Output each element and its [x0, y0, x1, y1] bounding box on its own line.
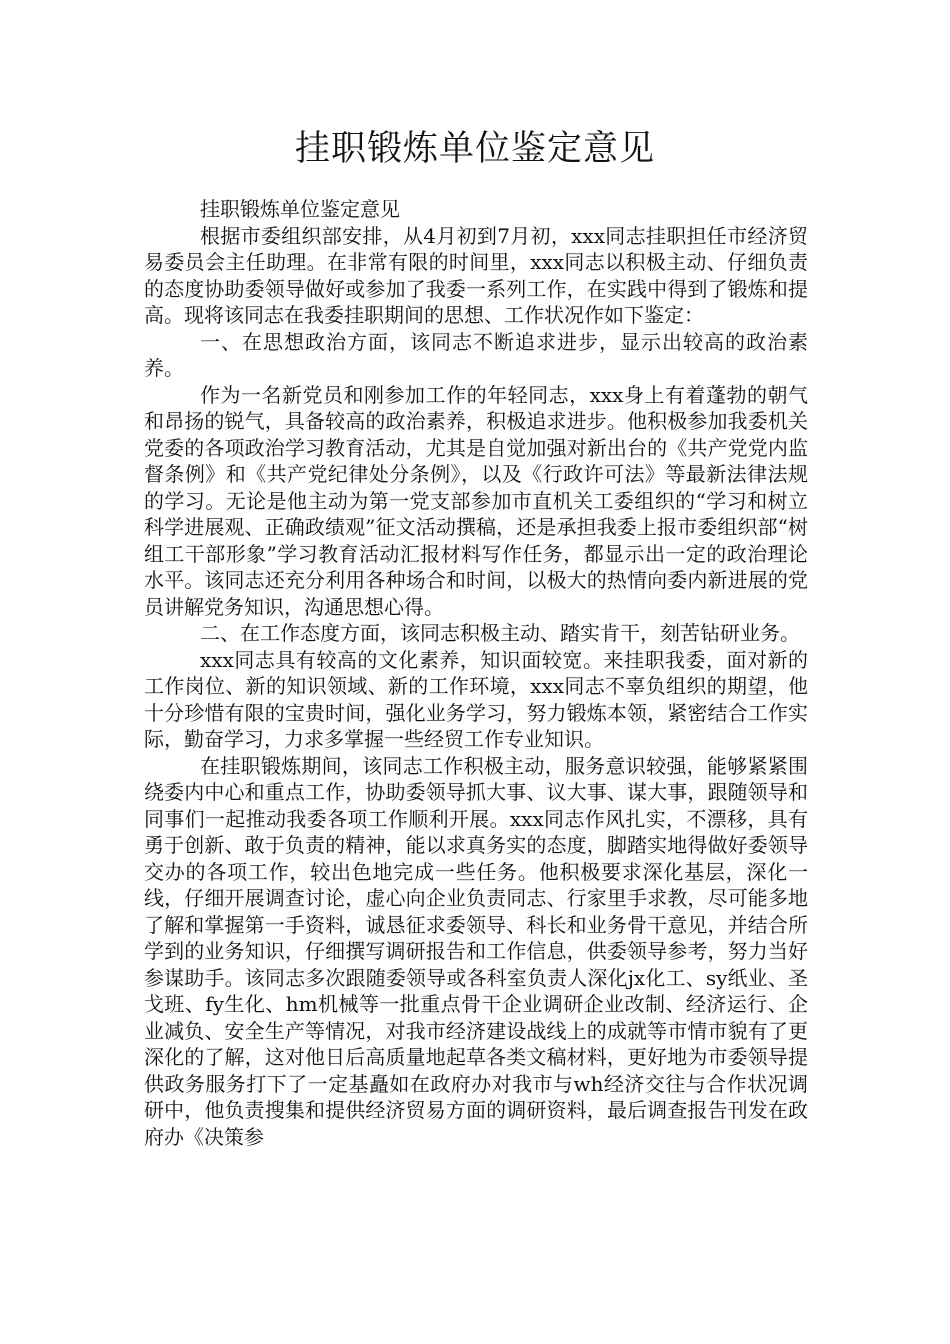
document-body	[144, 196, 808, 1150]
body-paragraph: 在挂职锻炼期间，该同志工作积极主动，服务意识较强，能够紧紧围绕委内中心和重点工作，协助委领导抓大事、议大事、谋大事，跟随领导和同事们一起推动我委各项工作顺利开展。xxx同志作风扎实，不漂移，具有勇于创新、敢于负责的精神，能以求真务实的态度，脚踏实地得做好委领导交办的各项工作，较出色地完成一些任务。他积极要求深化基层，深化一线，仔细开展调查讨论，虚心向企业负责同志、行家里手求教，尽可能多地了解和掌握第一手资料，诚恳征求委领导、科长和业务骨干意见，并结合所学到的业务知识，仔细撰写调研报告和工作信息，供委领导参考，努力当好参谋助手。该同志多次跟随委领导或各科室负责人深化jx化工、sy纸业、圣戈班、fy生化、hm机械等一批重点骨干企业调研企业改制、经济运行、企业减负、安全生产等情况，对我市经济建设战线上的成就等市情市貌有了更深化的了解，这对他日后高质量地起草各类文稿材料，更好地为市委领导提供政务服务打下了一定基矗如在政府办对我市与wh经济交往与合作状况调研中，他负责搜集和提供经济贸易方面的调研资料，最后调查报告刊发在政府办《决策参	[144, 753, 808, 1149]
body-paragraph: 二、在工作态度方面，该同志积极主动、踏实肯干，刻苦钻研业务。	[200, 621, 800, 645]
body-paragraph: xxx同志具有较高的文化素养，知识面较宽。来挂职我委，面对新的工作岗位、新的知识领域、新的工作环境，xxx同志不辜负组织的期望，他十分珍惜有限的宝贵时间，强化业务学习，努力锻炼本领，紧密结合工作实际，勤奋学习，力求多掌握一些经贸工作专业知识。	[144, 647, 808, 751]
body-paragraph: 作为一名新党员和刚参加工作的年轻同志，xxx身上有着蓬勃的朝气和昂扬的锐气，具备较高的政治素养，积极追求进步。他积极参加我委机关党委的各项政治学习教育活动，尤其是自觉加强对新出台的《共产党党内监督条例》和《共产党纪律处分条例》，以及《行政许可法》等最新法律法规的学习。无论是他主动为第一党支部参加市直机关工委组织的“学习和树立科学进展观、正确政绩观”征文活动撰稿，还是承担我委上报市委组织部“树组工干部形象”学习教育活动汇报材料写作任务，都显示出一定的政治理论水平。该同志还充分利用各种场合和时间，以极大的热情向委内新进展的党员讲解党务知识，沟通思想心得。	[144, 382, 808, 619]
body-paragraph: 根据市委组织部安排，从4月初到7月初，xxx同志挂职担任市经济贸易委员会主任助理。在非常有限的时间里，xxx同志以积极主动、仔细负责的态度协助委领导做好或参加了我委一系列工作，在实践中得到了锻炼和提高。现将该同志在我委挂职期间的思想、工作状况作如下鉴定：	[144, 223, 808, 327]
document-title: 挂职锻炼单位鉴定意见	[294, 129, 655, 169]
body-paragraph: 一、在思想政治方面，该同志不断追求进步，显示出较高的政治素养。	[144, 329, 808, 380]
body-paragraph: 挂职锻炼单位鉴定意见	[200, 197, 400, 221]
